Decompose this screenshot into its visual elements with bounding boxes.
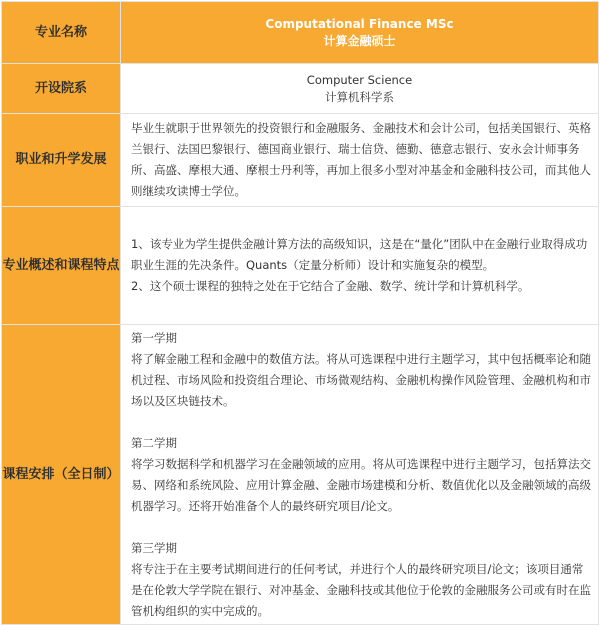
term-2-title: 第二学期 (131, 435, 177, 450)
career-text: 毕业生就职于世界领先的投资银行和金融服务、金融技术和会计公司，包括美国银行、英格兰银行、法国巴黎银行、德国商业银行、瑞士信贷、德勤、德意志银行、安永会计师事务所、高盛、摩根大通、摩根士丹利等，再加上很多小型对冲基金和金融科技公司，而其他人则继续攻读博士学位。 (131, 121, 591, 198)
overview-label: 专业概述和课程特点 (2, 207, 121, 325)
overview-point-2: 2、这个硕士课程的独特之处在于它结合了金融、数学、统计学和计算机科学。 (131, 279, 530, 293)
row-department (2, 64, 599, 114)
program-name-cn: 计算金融硕士 (323, 33, 396, 48)
row-overview (2, 207, 599, 325)
term-3-text: 将专注于在主要考试期间进行的任何考试，并进行个人的最终研究项目/论文；该项目通常是在伦敦大学学院在银行、对冲基金、金融科技或其他位于伦敦的金融服务公司或有时在监管机构组织的实中完成的。 (131, 561, 591, 618)
overview-point-1: 1、该专业为学生提供金融计算方法的高级知识，这是在“量化”团队中在金融行业取得成功职业生涯的先决条件。Quants（定量分析师）设计和实施复杂的模型。 (131, 237, 588, 272)
row-schedule (2, 325, 599, 625)
row-career (2, 114, 599, 207)
schedule-value (121, 325, 599, 625)
department-name-en: Computer Science (306, 72, 413, 87)
term-2-text: 将学习数据科学和机器学习在金融领域的应用。将从可选课程中进行主题学习，包括算法交易、网络和系统风险、应用计算金融、金融市场建模和分析、数值优化以及金融领域的高级机器学习。还将开始准备个人的最终研究项目/论文。 (131, 456, 591, 513)
program-name-en: Computational Finance MSc (265, 16, 454, 31)
row-program-name (2, 2, 599, 64)
department-value (121, 64, 599, 114)
term-1-text: 将了解金融工程和金融中的数值方法。将从可选课程中进行主题学习，其中包括概率论和随机过程、市场风险和投资组合理论、市场微观结构、金融机构操作风险管理、金融机构和市场以及区块链技术。 (131, 351, 591, 408)
term-3-title: 第三学期 (131, 540, 177, 555)
career-value (121, 114, 599, 207)
department-label: 开设院系 (2, 64, 121, 114)
program-name-label: 专业名称 (2, 2, 121, 64)
program-name-value (121, 2, 599, 64)
program-info-table (1, 1, 599, 625)
overview-value (121, 207, 599, 325)
career-label: 职业和升学发展 (2, 114, 121, 207)
term-1-title: 第一学期 (131, 330, 177, 345)
department-name-cn: 计算机科学系 (325, 89, 394, 104)
schedule-label: 课程安排（全日制） (2, 325, 121, 625)
